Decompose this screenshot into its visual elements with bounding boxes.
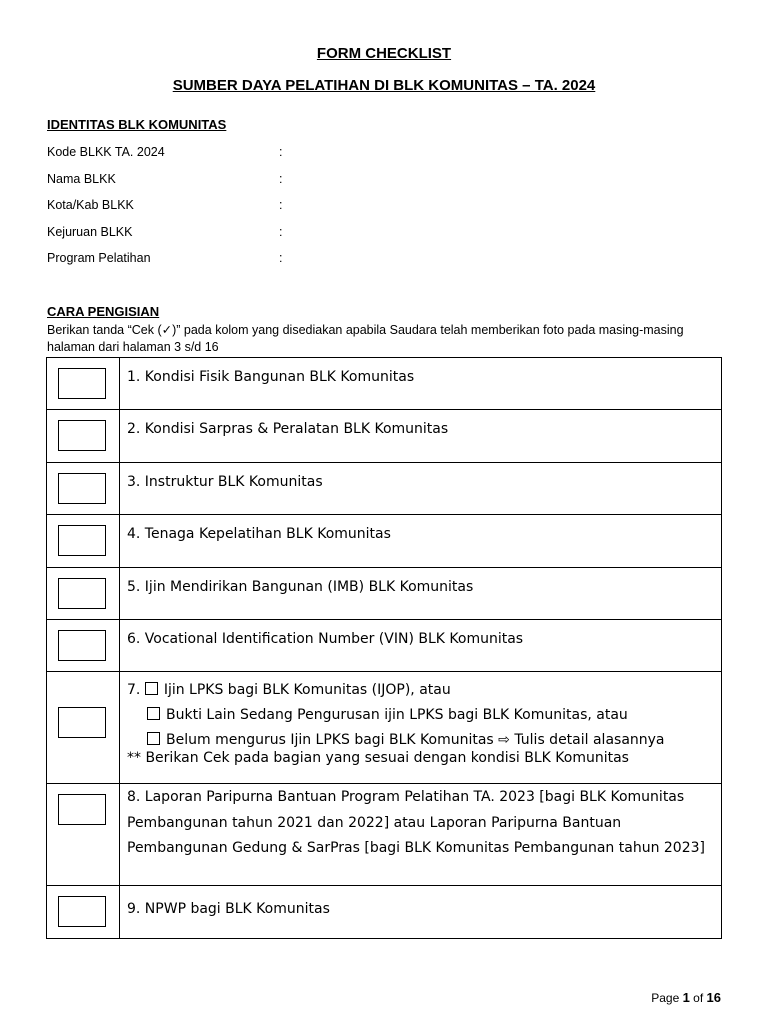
item-text: 4. Tenaga Kepelatihan BLK Komunitas: [120, 515, 722, 568]
checkbox-cell: [47, 515, 120, 568]
checklist-row: [47, 620, 722, 672]
checkbox-cell: [47, 568, 120, 620]
method-heading: CARA PENGISIAN: [47, 304, 160, 319]
checkbox[interactable]: [58, 630, 106, 661]
item-text: 5. Ijin Mendirikan Bangunan (IMB) BLK Komunitas: [120, 568, 722, 620]
checklist-row: [47, 568, 722, 620]
field-label: Kode BLKK TA. 2024: [47, 145, 165, 159]
checkbox-cell: [47, 784, 120, 886]
item-number: 7.: [127, 682, 141, 698]
checklist-row: [47, 672, 722, 784]
checklist-row: [47, 515, 722, 568]
item-text: 8. Laporan Paripurna Bantuan Program Pelatihan TA. 2023 [bagi BLK Komunitas Pembangunan tahun 2021 dan 2022] atau Laporan Paripurna Bantuan Pembangunan Gedung & SarPras [bagi BLK Komunitas Pembangunan tahun 2023]: [120, 784, 722, 886]
field-colon: :: [279, 172, 283, 186]
option-label: Belum mengurus Ijin LPKS bagi BLK Komunitas ⇨ Tulis detail alasannya: [166, 732, 665, 748]
checkbox[interactable]: [58, 896, 106, 927]
item-text: 6. Vocational Identification Number (VIN) BLK Komunitas: [120, 620, 722, 672]
checklist-row: [47, 886, 722, 939]
page-word: Page: [651, 991, 680, 1005]
field-colon: :: [279, 145, 283, 159]
checkbox[interactable]: [58, 707, 106, 738]
checkbox[interactable]: [58, 368, 106, 399]
field-label: Kejuruan BLKK: [47, 225, 133, 239]
field-label: Program Pelatihan: [47, 251, 151, 265]
field-colon: :: [279, 251, 283, 265]
option-checkbox[interactable]: [145, 682, 158, 695]
checkbox[interactable]: [58, 794, 106, 825]
field-colon: :: [279, 225, 283, 239]
field-label: Kota/Kab BLKK: [47, 198, 134, 212]
item-note: ** Berikan Cek pada bagian yang sesuai dengan kondisi BLK Komunitas: [127, 750, 629, 766]
item-text: 9. NPWP bagi BLK Komunitas: [120, 886, 722, 939]
checkbox-cell: [47, 463, 120, 515]
checklist-row: [47, 410, 722, 463]
checkbox[interactable]: [58, 420, 106, 451]
checkbox[interactable]: [58, 578, 106, 609]
checklist-row: [47, 784, 722, 886]
option-line: [127, 731, 714, 750]
total-pages: 16: [706, 990, 721, 1005]
checkbox[interactable]: [58, 525, 106, 556]
option-line: [127, 703, 714, 728]
item-text: [120, 672, 722, 784]
of-word: of: [693, 991, 704, 1005]
form-subtitle: SUMBER DAYA PELATIHAN DI BLK KOMUNITAS – TA. 2024: [172, 77, 596, 94]
checkbox-cell: [47, 358, 120, 410]
method-instruction: Berikan tanda “Cek (✓)” pada kolom yang disediakan apabila Saudara telah memberikan foto pada masing-masing halaman dari halaman 3 s/d 16: [47, 323, 684, 354]
page-number: [651, 990, 721, 1005]
option-label: Bukti Lain Sedang Pengurusan ijin LPKS bagi BLK Komunitas, atau: [166, 707, 628, 723]
field-colon: :: [279, 198, 283, 212]
option-line: [127, 678, 714, 703]
option-checkbox[interactable]: [147, 732, 160, 745]
checkbox-cell: [47, 410, 120, 463]
item-text: 3. Instruktur BLK Komunitas: [120, 463, 722, 515]
checklist-table: [46, 357, 722, 939]
checkbox[interactable]: [58, 473, 106, 504]
checklist-row: [47, 463, 722, 515]
form-title: FORM CHECKLIST: [316, 45, 452, 62]
identity-heading: IDENTITAS BLK KOMUNITAS: [47, 117, 227, 132]
option-label: Ijin LPKS bagi BLK Komunitas (IJOP), atau: [163, 682, 451, 698]
current-page: 1: [682, 990, 690, 1005]
option-checkbox[interactable]: [147, 707, 160, 720]
checkbox-cell: [47, 886, 120, 939]
checkbox-cell: [47, 672, 120, 784]
field-label: Nama BLKK: [47, 172, 116, 186]
item-text: 2. Kondisi Sarpras & Peralatan BLK Komunitas: [120, 410, 722, 463]
checklist-row: [47, 358, 722, 410]
checkbox-cell: [47, 620, 120, 672]
item-text: 1. Kondisi Fisik Bangunan BLK Komunitas: [120, 358, 722, 410]
